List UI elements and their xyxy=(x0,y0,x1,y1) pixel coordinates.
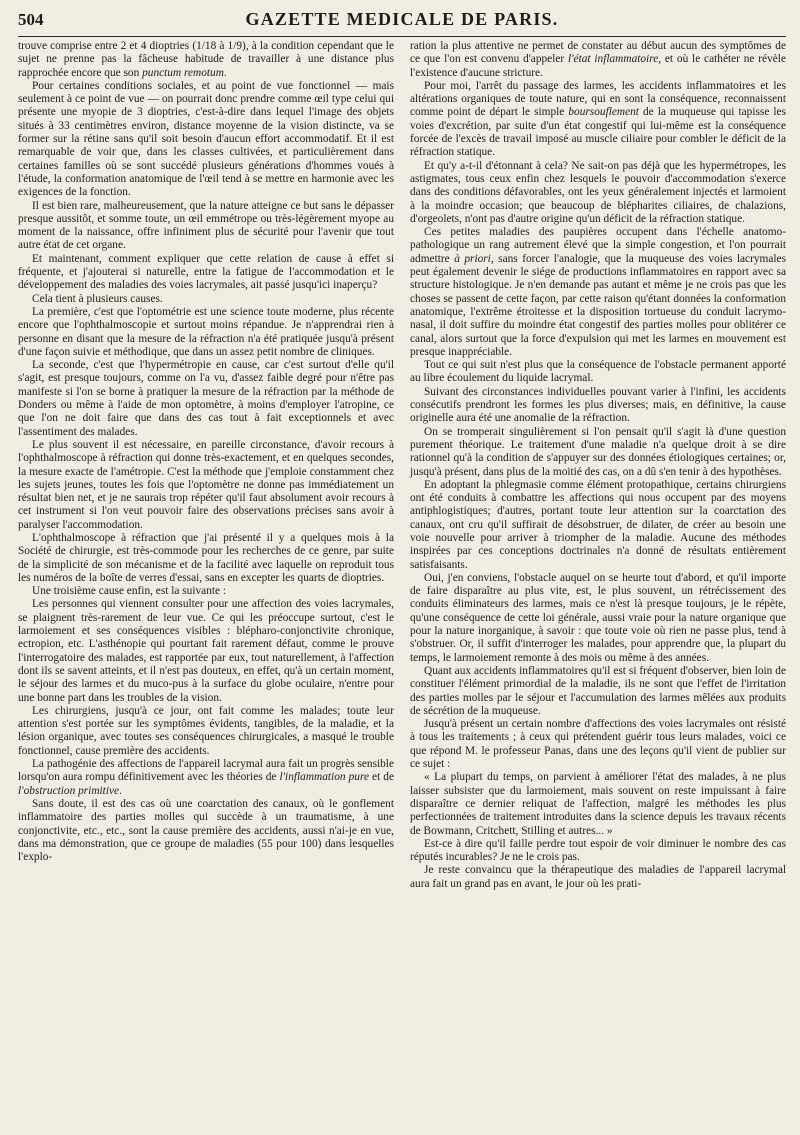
paragraph: Il est bien rare, malheureusement, que la nature atteigne ce but sans le dépasser presque aussitôt, et somme toute, un œil emmétrope ou très-légèrement myope au moment de la naissance, offre infiniment plus de sécurité pour l'avenir que tout autre état de cet organe. xyxy=(18,199,394,252)
paragraph: Pour certaines conditions sociales, et au point de vue fonctionnel — mais seulement à ce point de vue — on pourrait donc prendre comme œil type celui qui présente une myopie de 3 dioptries, c'est-à-dire dans lequel l'image des objets situés à 33 centimètres environ, distance moyenne de la vision distincte, va se former sur la rétine sans qu'il soit besoin d'aucun effort accommodatif. Et il est remarquable de voir que, dans les classes cultivées, et particulièrement dans certaines familles où se sont succédé plusieurs générations d'hommes voués à l'étude, la conformation anatomique de l'œil tend à se mettre en harmonie avec les exigences de la fonction. xyxy=(18,79,394,199)
page-number: 504 xyxy=(18,10,44,29)
paragraph: En adoptant la phlegmasie comme élément protopathique, certains chirurgiens ont été conduits à combattre les affections qui nous occupent par des moyens antiphlogistiques; d'autres, portant toute leur attention sur la coarctation des canaux, ont cru qu'il suffirait de désobstruer, de dilater, de créer au besoin une voie nouvelle pour arriver à triompher de la maladie. Aucune des méthodes inspirées par ces conceptions doctrinales n'a donné de résultats entièrement satisfaisants. xyxy=(410,478,786,571)
paragraph: Oui, j'en conviens, l'obstacle auquel on se heurte tout d'abord, et qu'il importe de faire disparaître au plus vite, est, le plus souvent, un rétrécissement des conduits éliminateurs des larmes, mais ce n'est là presque toujours, je le répète, qu'une conséquence de cette loi générale, aussi vraie pour la nature organique que pour la nature inorganique, à savoir : que toute voie où rien ne passe plus, tend à s'obstruer. Or, il suffit d'interroger les malades, pour apprendre que, la plupart du temps, le larmoiement remonte à des mois ou même à des années. xyxy=(410,571,786,664)
paragraph: La première, c'est que l'optométrie est une science toute moderne, plus récente encore que l'ophthalmoscopie et surtout moins répandue. Je n'apprendrai rien à personne en disant que la mesure de la réfraction n'a été pratiquée jusqu'à présent d'une façon suivie et méthodique, que dans un assez petit nombre de cliniques. xyxy=(18,305,394,358)
text-columns xyxy=(18,40,786,891)
paragraph: La pathogénie des affections de l'appareil lacrymal aura fait un progrès sensible lorsqu'on aura rompu définitivement avec les théories de l'inflammation pure et de l'obstruction primitive. xyxy=(18,758,394,797)
paragraph: Je reste convaincu que la thérapeutique des maladies de l'appareil lacrymal aura fait un grand pas en avant, le jour où les prati- xyxy=(410,864,786,890)
paragraph: Quant aux accidents inflammatoires qu'il est si fréquent d'observer, bien loin de constituer l'élément primordial de la maladie, ils ne sont que l'effet de l'irritation des parties molles par le séjour et l'accumulation des larmes mêlées aux produits de sécrétion de la muqueuse. xyxy=(410,664,786,717)
paragraph: Le plus souvent il est nécessaire, en pareille circonstance, d'avoir recours à l'ophthalmoscope à réfraction qui donne très-exactement, et en quelques secondes, la mesure exacte de l'amétropie. C'est la méthode que j'emploie constamment chez les sujets jeunes, toutes les fois que l'optomètre ne donne pas immédiatement un résultat bien net, et je ne saurais trop répéter qu'il faut absolument avoir recours à cet instrument si l'on veut pouvoir faire des observations précises sans avoir à paralyser l'accommodation. xyxy=(18,438,394,531)
paragraph: Les chirurgiens, jusqu'à ce jour, ont fait comme les malades; toute leur attention s'est portée sur les symptômes évidents, tangibles, de la maladie, et la lésion organique, avec toutes ses conséquences chirurgicales, a masqué le trouble fonctionnel, cause première des accidents. xyxy=(18,704,394,757)
paragraph: Sans doute, il est des cas où une coarctation des canaux, où le gonflement inflammatoire des parties molles qui succède à un traumatisme, à une conjonctivite, etc., etc., sont la cause première des accidents, aussi n'ai-je en vue, dans ma démonstration, que ce groupe de maladies (55 pour 100) dans lesquelles l'explo- xyxy=(18,797,394,864)
paragraph: L'ophthalmoscope à réfraction que j'ai présenté il y a quelques mois à la Société de chirurgie, est très-commode pour les recherches de ce genre, par suite de la simplicité de son mécanisme et de la facilité avec laquelle on reproduit tous les numéros de la boîte de verres d'essai, sans en excepter les quarts de dioptries. xyxy=(18,531,394,584)
paragraph: La seconde, c'est que l'hypermétropie en cause, car c'est surtout d'elle qu'il s'agit, est presque toujours, comme on l'a vu, d'assez faible degré pour n'être pas manifeste si l'on se borne à pratiquer la mesure de la réfraction par la méthode de Donders ou même à l'aide de mon optomètre, à moins d'employer l'atropine, ce que l'on ne doit faire que dans des cas tout à fait exceptionnels et avec l'assentiment des malades. xyxy=(18,359,394,438)
paragraph: Une troisième cause enfin, est la suivante : xyxy=(32,585,227,598)
paragraph: trouve comprise entre 2 et 4 dioptries (1/18 à 1/9), à la condition cependant que le sujet ne prenne pas la fâcheuse habitude de travailler à une distance plus rapprochée encore que son punctum remotum. xyxy=(18,40,394,79)
page-header xyxy=(18,6,786,37)
paragraph: Pour moi, l'arrêt du passage des larmes, les accidents inflammatoires et les altérations organiques de toute nature, qui en sont la conséquence, reconnaissent comme point de départ le simple boursouflement de la muqueuse qui tapisse les voies d'excrétion, par suite d'un état congestif qui lui-même est la conséquence forcée de l'excès de travail imposé au muscle ciliaire pour combler le déficit de la réfraction statique. xyxy=(410,79,786,159)
paragraph: Et qu'y a-t-il d'étonnant à cela? Ne sait-on pas déjà que les hypermétropes, les astigmates, tous ceux enfin chez lesquels le pouvoir d'accommodation s'exerce dans des conditions défavorables, ont les yeux généralement injectés et larmoient à la moindre occasion; que beaucoup de blépharites ciliaires, de chalazions, d'orgeolets, n'ont pas d'autre origine qu'un déficit de la réfraction statique. xyxy=(410,159,786,225)
right-column xyxy=(410,40,786,891)
paragraph: Suivant des circonstances individuelles pouvant varier à l'infini, les accidents consécutifs prendront les formes les plus diverses; mais, en définitive, la cause originelle aura été une anomalie de la réfraction. xyxy=(410,385,786,425)
paragraph: Tout ce qui suit n'est plus que la conséquence de l'obstacle permanent apporté au libre écoulement du liquide lacrymal. xyxy=(410,359,786,385)
paragraph: On se tromperait singulièrement si l'on pensait qu'il s'agit là d'une question purement théorique. Le traitement d'une maladie n'a quelque droit à se dire rationnel qu'à la condition de s'appuyer sur des données étiologiques certaines; or, jusqu'à présent, dans plus de la moitié des cas, on a dû s'en tenir à des hypothèses. xyxy=(410,425,786,478)
paragraph: Est-ce à dire qu'il faille perdre tout espoir de voir diminuer le nombre des cas réputés incurables? Je ne le crois pas. xyxy=(410,837,786,864)
paragraph: ration la plus attentive ne permet de constater au début aucun des symptômes de ce que l'on est convenu d'appeler l'état inflammatoire, et où le cathéter ne révèle l'existence d'aucune stricture. xyxy=(410,40,786,79)
paragraph: Cela tient à plusieurs causes. xyxy=(32,292,163,305)
left-column xyxy=(18,40,394,891)
paragraph: Les personnes qui viennent consulter pour une affection des voies lacrymales, se plaignent très-rarement de leur vue. Ce qui les préoccupe surtout, c'est le larmoiement et ses conséquences visibles : blépharo-conjonctivite chronique, ectropion, etc. L'asthénopie qui pourtant fait rarement défaut, comme le prouve l'interrogatoire des malades, est rapportée par eux, tout naturellement, à l'affection dont ils se savent atteints, et il n'est pas douteux, en effet, qu'à un certain moment, le séjour des larmes et du muco-pus à la surface du globe oculaire, n'entre pour une bonne part dans les troubles de la vision. xyxy=(18,598,394,704)
paragraph: « La plupart du temps, on parvient à améliorer l'état des malades, à ne plus laisser subsister que du larmoiement, mais souvent on reste impuissant à faire disparaître ce dernier reliquat de l'affection, malgré les méthodes les plus perfectionnées de traitement introduites dans la science depuis les travaux récents de Bowmann, Critchett, Stilling et autres... » xyxy=(410,771,786,837)
paragraph: Ces petites maladies des paupières occupent dans l'échelle anatomo-pathologique un rang autrement élevé que la simple congestion, et l'on pourrait admettre à priori, sans forcer l'analogie, que la muqueuse des voies lacrymales peut également devenir le siége de productions inflammatoires en rapport avec sa structure histologique. Je n'en demande pas autant et même je ne crois pas que les choses se passent de cette façon, par cette raison qu'étant données la conformation anatomique, l'extrême étroitesse et la disposition tortueuse du conduit lacrymo-nasal, il doit suffire du moindre état congestif des parties molles pour oblitérer ce canal, alors surtout que la force d'expulsion qui met les larmes en mouvement est presque inappréciable. xyxy=(410,226,786,358)
paragraph: Jusqu'à présent un certain nombre d'affections des voies lacrymales ont résisté à tous les traitements ; à ceux qui prétendent guérir tous leurs malades, voici ce que répond M. le professeur Panas, dans une des leçons qu'il vient de publier sur ce sujet : xyxy=(410,718,786,771)
running-title: GAZETTE MEDICALE DE PARIS. xyxy=(245,9,559,29)
paragraph: Et maintenant, comment expliquer que cette relation de cause à effet si fréquente, et j'ajouterai si naturelle, entre la fatigue de l'accommodation et le développement des maladies des voies lacrymales, ait passé jusqu'ici inaperçu? xyxy=(18,252,394,292)
